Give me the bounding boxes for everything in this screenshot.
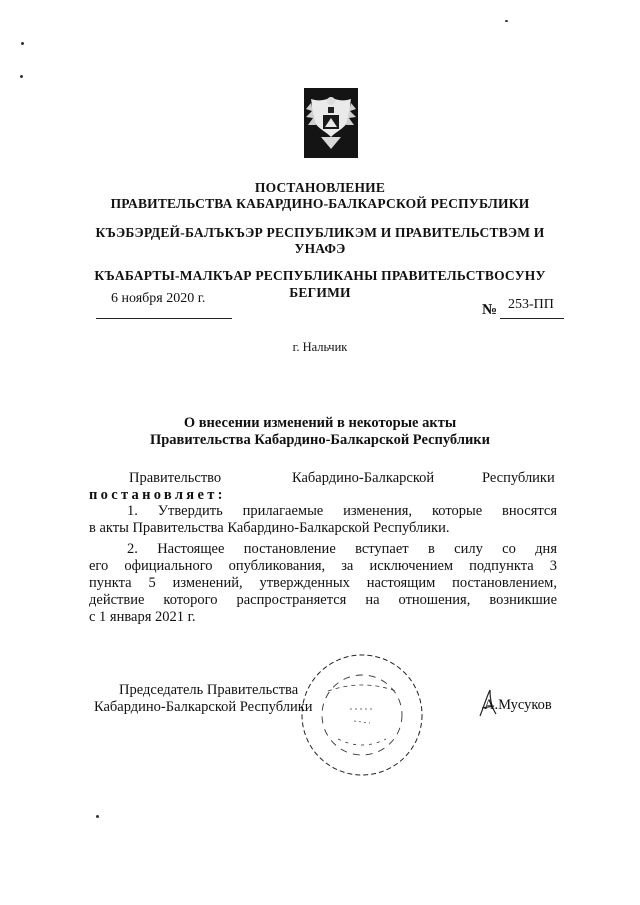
signatory-position-line-1: Председатель Правительства [119, 682, 299, 698]
decree-word: постановляет: [89, 487, 226, 503]
city: г. Нальчик [292, 340, 348, 354]
scan-speck [96, 815, 99, 818]
paragraph-1-line-1: 1. Утвердить прилагаемые изменения, которые вносятся [127, 503, 557, 519]
government-line-krc-2: БЕГИМИ [289, 285, 351, 300]
subject-line-1: О внесении изменений в некоторые акты [183, 415, 457, 431]
subject-line-2: Правительства Кабардино-Балкарской Республики [149, 432, 491, 448]
document-date: 6 ноября 2020 г. [111, 291, 206, 306]
scan-speck [20, 75, 23, 78]
document-title: ПОСТАНОВЛЕНИЕ [254, 180, 386, 195]
government-line-kab-1: КЪЭБЭРДЕЙ-БАЛЪКЪЭР РЕСПУБЛИКЭМ И ПРАВИТЕЛЬСТВЭМ И [95, 225, 545, 240]
number-underline [500, 318, 564, 319]
signatory-position-line-2: Кабардино-Балкарской Республики [94, 699, 313, 715]
signatory-name: А.Мусуков [484, 697, 552, 713]
date-underline [96, 318, 232, 319]
kbr-coat-of-arms-icon [303, 87, 359, 159]
intro-word-2: Кабардино-Балкарской [292, 470, 435, 486]
paragraph-2-line-4: действие которого распространяется на отношения, возникшие [89, 592, 557, 608]
paragraph-1-line-2: в акты Правительства Кабардино-Балкарской Республики. [89, 520, 450, 536]
paragraph-2-line-2: его официального опубликования, за исключением подпункта 3 [89, 558, 557, 574]
scan-speck [21, 42, 24, 45]
document-number: 253-ПП [508, 297, 554, 312]
intro-word-3: Республики [482, 470, 555, 486]
government-line-ru: ПРАВИТЕЛЬСТВА КАБАРДИНО-БАЛКАРСКОЙ РЕСПУБЛИКИ [110, 196, 530, 211]
government-line-krc-1: КЪАБАРТЫ-МАЛКЪАР РЕСПУБЛИКАНЫ ПРАВИТЕЛЬСТВОСУНУ [94, 268, 546, 283]
scan-speck [505, 20, 508, 22]
paragraph-2-line-5: с 1 января 2021 г. [89, 609, 196, 625]
intro-word-1: Правительство [129, 470, 222, 486]
government-line-kab-2: УНАФЭ [294, 241, 346, 256]
official-seal-stamp-icon [298, 651, 426, 784]
number-label: № [482, 302, 498, 318]
paragraph-2-line-3: пункта 5 изменений, утвержденных настоящим постановлением, [89, 575, 557, 591]
paragraph-2-line-1: 2. Настоящее постановление вступает в силу со дня [127, 541, 557, 557]
